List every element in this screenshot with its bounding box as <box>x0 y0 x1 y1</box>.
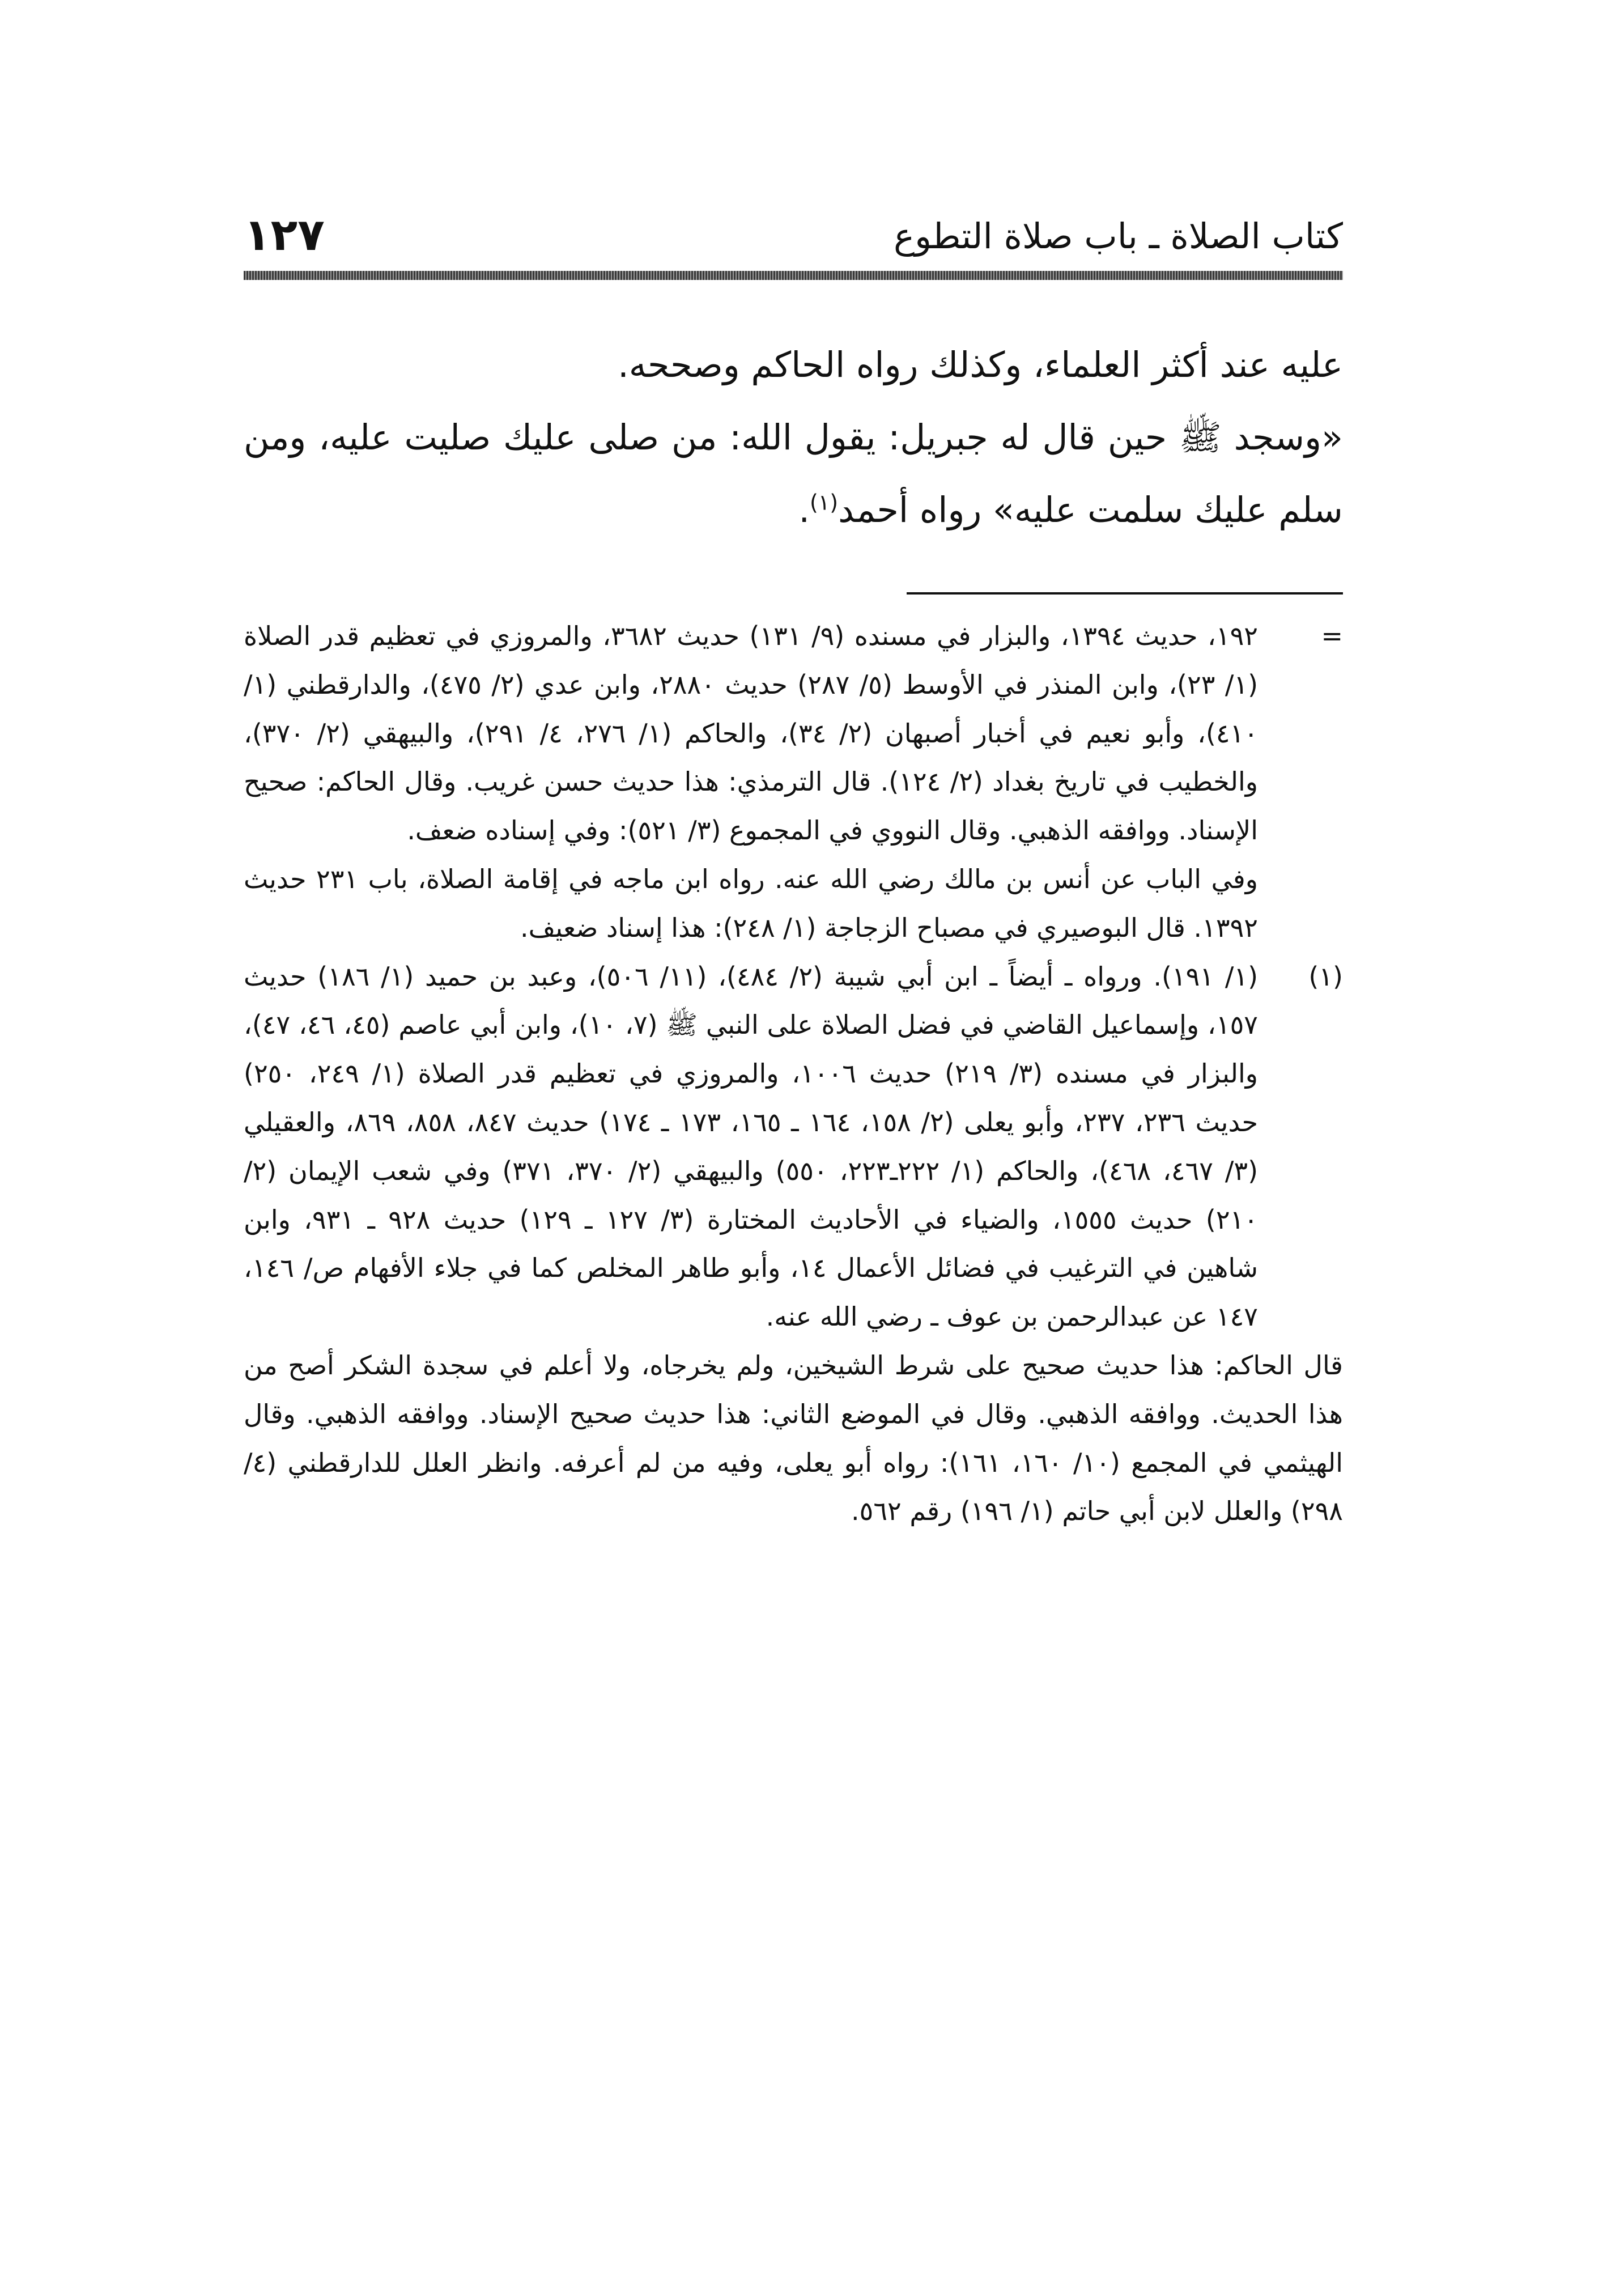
running-title: كتاب الصلاة ـ باب صلاة التطوع <box>894 215 1343 257</box>
footnote-continuation <box>244 612 1343 953</box>
main-text <box>244 329 1343 546</box>
footnote-reference: (١) <box>810 490 839 515</box>
footnotes <box>244 612 1343 1536</box>
footnote-1-commentary: قال الحاكم: هذا حديث صحيح على شرط الشيخين، ولم يخرجاه، ولا أعلم في سجدة الشكر أصح من هذا الحديث. ووافقه الذهبي. وقال في الموضع الثاني: هذا حديث صحيح الإسناد. ووافقه الذهبي. وقال الهيثمي في المجمع (١٠/ ١٦٠، ١٦١): رواه أبو يعلى، وفيه من لم أعرفه. وانظر العلل للدارقطني (٤/ ٢٩٨) والعلل لابن أبي حاتم (١/ ١٩٦) رقم ٥٦٢. <box>244 1349 1343 1527</box>
footnote-1 <box>244 953 1343 1341</box>
main-paragraph-1-text: عليه عند أكثر العلماء، وكذلك رواه الحاكم وصححه. <box>618 344 1343 385</box>
footnote-1-text: (١/ ١٩١). ورواه ـ أيضاً ـ ابن أبي شيبة (٢/ ٤٨٤)، (١١/ ٥٠٦)، وعبد بن حميد (١/ ١٨٦) حديث ١٥٧، وإسماعيل القاضي في فضل الصلاة على النبي ﷺ (٧، ١٠)، وابن أبي عاصم (٤٥، ٤٦، ٤٧)، والبزار في مسنده (٣/ ٢١٩) حديث ١٠٠٦، والمروزي في تعظيم قدر الصلاة (١/ ٢٤٩، ٢٥٠) حديث ٢٣٦، ٢٣٧، وأبو يعلى (٢/ ١٥٨، ١٦٤ ـ ١٦٥، ١٧٣ ـ ١٧٤) حديث ٨٤٧، ٨٥٨، ٨٦٩، والعقيلي (٣/ ٤٦٧، ٤٦٨)، والحاكم (١/ ٢٢٢ـ٢٢٣، ٥٥٠) والبيهقي (٢/ ٣٧٠، ٣٧١) وفي شعب الإيمان (٢/ ٢١٠) حديث ١٥٥٥، والضياء في الأحاديث المختارة (٣/ ١٢٧ ـ ١٢٩) حديث ٩٢٨ ـ ٩٣١، وابن شاهين في الترغيب في فضائل الأعمال ١٤، وأبو طاهر المخلص كما في جلاء الأفهام ص/ ١٤٦، ١٤٧ عن عبدالرحمن بن عوف ـ رضي الله عنه. <box>244 961 1259 1332</box>
page-number: ١٢٧ <box>244 210 325 261</box>
footnote-continuation-paragraph: وفي الباب عن أنس بن مالك رضي الله عنه. رواه ابن ماجه في إقامة الصلاة، باب ٢٣١ حديث ١٣٩٢. قال البوصيري في مصباح الزجاجة (١/ ٢٤٨): هذا إسناد ضعيف. <box>244 863 1259 943</box>
footnote-separator <box>907 592 1343 595</box>
main-paragraph-1 <box>244 329 1343 401</box>
footnote-1-marker: (١) <box>1308 961 1343 992</box>
hadith-quote: «وسجد ﷺ حين قال له جبريل: يقول الله: من صلى عليك صليت عليه، ومن سلم عليك سلمت عليه» رواه أحمد <box>244 417 1343 530</box>
page-header <box>244 207 1343 275</box>
continuation-marker: = <box>1321 621 1343 651</box>
footnote-continuation-paragraph: ١٩٢، حديث ١٣٩٤، والبزار في مسنده (٩/ ١٣١) حديث ٣٦٨٢، والمروزي في تعظيم قدر الصلاة (١/ ٢٣)، وابن المنذر في الأوسط (٥/ ٢٨٧) حديث ٢٨٨٠، وابن عدي (٢/ ٤٧٥)، والدارقطني (١/ ٤١٠)، وأبو نعيم في أخبار أصبهان (٢/ ٣٤)، والحاكم (١/ ٢٧٦، ٤/ ٢٩١)، والبيهقي (٢/ ٣٧٠)، والخطيب في تاريخ بغداد (٢/ ١٢٤). قال الترمذي: هذا حديث حسن غريب. وقال الحاكم: صحيح الإسناد. ووافقه الذهبي. وقال النووي في المجموع (٣/ ٥٢١): وفي إسناده ضعف. <box>244 621 1259 846</box>
main-paragraph-2: «وسجد ﷺ حين قال له جبريل: يقول الله: من صلى عليك صليت عليه، ومن سلم عليك سلمت عليه» رواه أحمد$^{(١)}$. <box>244 417 1343 530</box>
header-rule <box>244 271 1343 280</box>
